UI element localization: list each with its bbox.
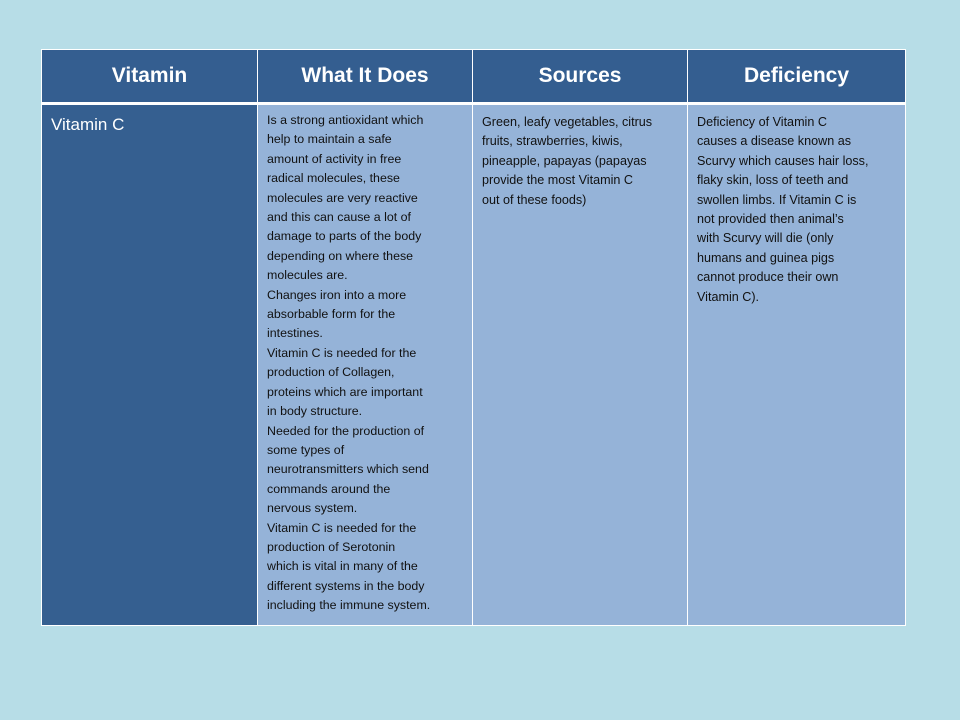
text-line: provide the most Vitamin C [482, 173, 633, 188]
text-line: out of these foods) [482, 192, 587, 207]
header-deficiency: Deficiency [688, 50, 906, 104]
text-line: causes a disease known as [697, 134, 852, 149]
text-line: intestines. [267, 326, 323, 341]
sources-cell [473, 104, 688, 626]
text-line: depending on where these [267, 248, 414, 263]
vitamin-name-cell: Vitamin C [42, 104, 258, 626]
text-line: production of Serotonin [267, 539, 396, 554]
text-line: absorbable form for the [267, 307, 396, 322]
vitamin-table [41, 49, 906, 626]
text-line: including the immune system. [267, 598, 431, 613]
text-line: flaky skin, loss of teeth and [697, 173, 849, 188]
text-line: damage to parts of the body [267, 229, 422, 244]
header-vitamin: Vitamin [42, 50, 258, 104]
header-sources: Sources [473, 50, 688, 104]
text-line: amount of activity in free [267, 151, 402, 166]
text-line: which is vital in many of the [267, 559, 418, 574]
text-line: molecules are very reactive [267, 190, 418, 205]
table-row [42, 104, 906, 626]
text-line: cannot produce their own [697, 270, 839, 285]
text-line: humans and guinea pigs [697, 250, 835, 265]
text-line: some types of [267, 442, 345, 457]
text-line: pineapple, papayas (papayas [482, 153, 647, 168]
text-line: Scurvy which causes hair loss, [697, 153, 869, 168]
text-line: Deficiency of Vitamin C [697, 115, 827, 129]
text-line: nervous system. [267, 501, 358, 516]
deficiency-cell [688, 104, 906, 626]
text-line: help to maintain a safe [267, 132, 392, 147]
header-row [42, 50, 906, 104]
text-line: with Scurvy will die (only [697, 231, 834, 246]
text-line: molecules are. [267, 268, 348, 283]
text-line: Is a strong antioxidant which [267, 113, 424, 127]
text-line: different systems in the body [267, 578, 425, 593]
text-line: Vitamin C). [697, 289, 760, 304]
text-line: Needed for the production of [267, 423, 425, 438]
text-line: Changes iron into a more [267, 287, 407, 302]
text-line: not provided then animal’s [697, 212, 844, 227]
text-line: neurotransmitters which send [267, 462, 429, 477]
text-line: commands around the [267, 481, 391, 496]
text-line: radical molecules, these [267, 171, 400, 186]
text-line: production of Collagen, [267, 365, 395, 380]
text-line: fruits, strawberries, kiwis, [482, 134, 623, 149]
text-line: proteins which are important [267, 384, 423, 399]
text-line: and this can cause a lot of [267, 210, 411, 225]
what-it-does-cell [258, 104, 473, 626]
header-what-it-does: What It Does [258, 50, 473, 104]
text-line: Vitamin C is needed for the [267, 520, 417, 535]
text-line: Green, leafy vegetables, citrus [482, 115, 653, 129]
text-line: swollen limbs. If Vitamin C is [697, 192, 857, 207]
text-line: in body structure. [267, 404, 363, 419]
text-line: Vitamin C is needed for the [267, 345, 417, 360]
